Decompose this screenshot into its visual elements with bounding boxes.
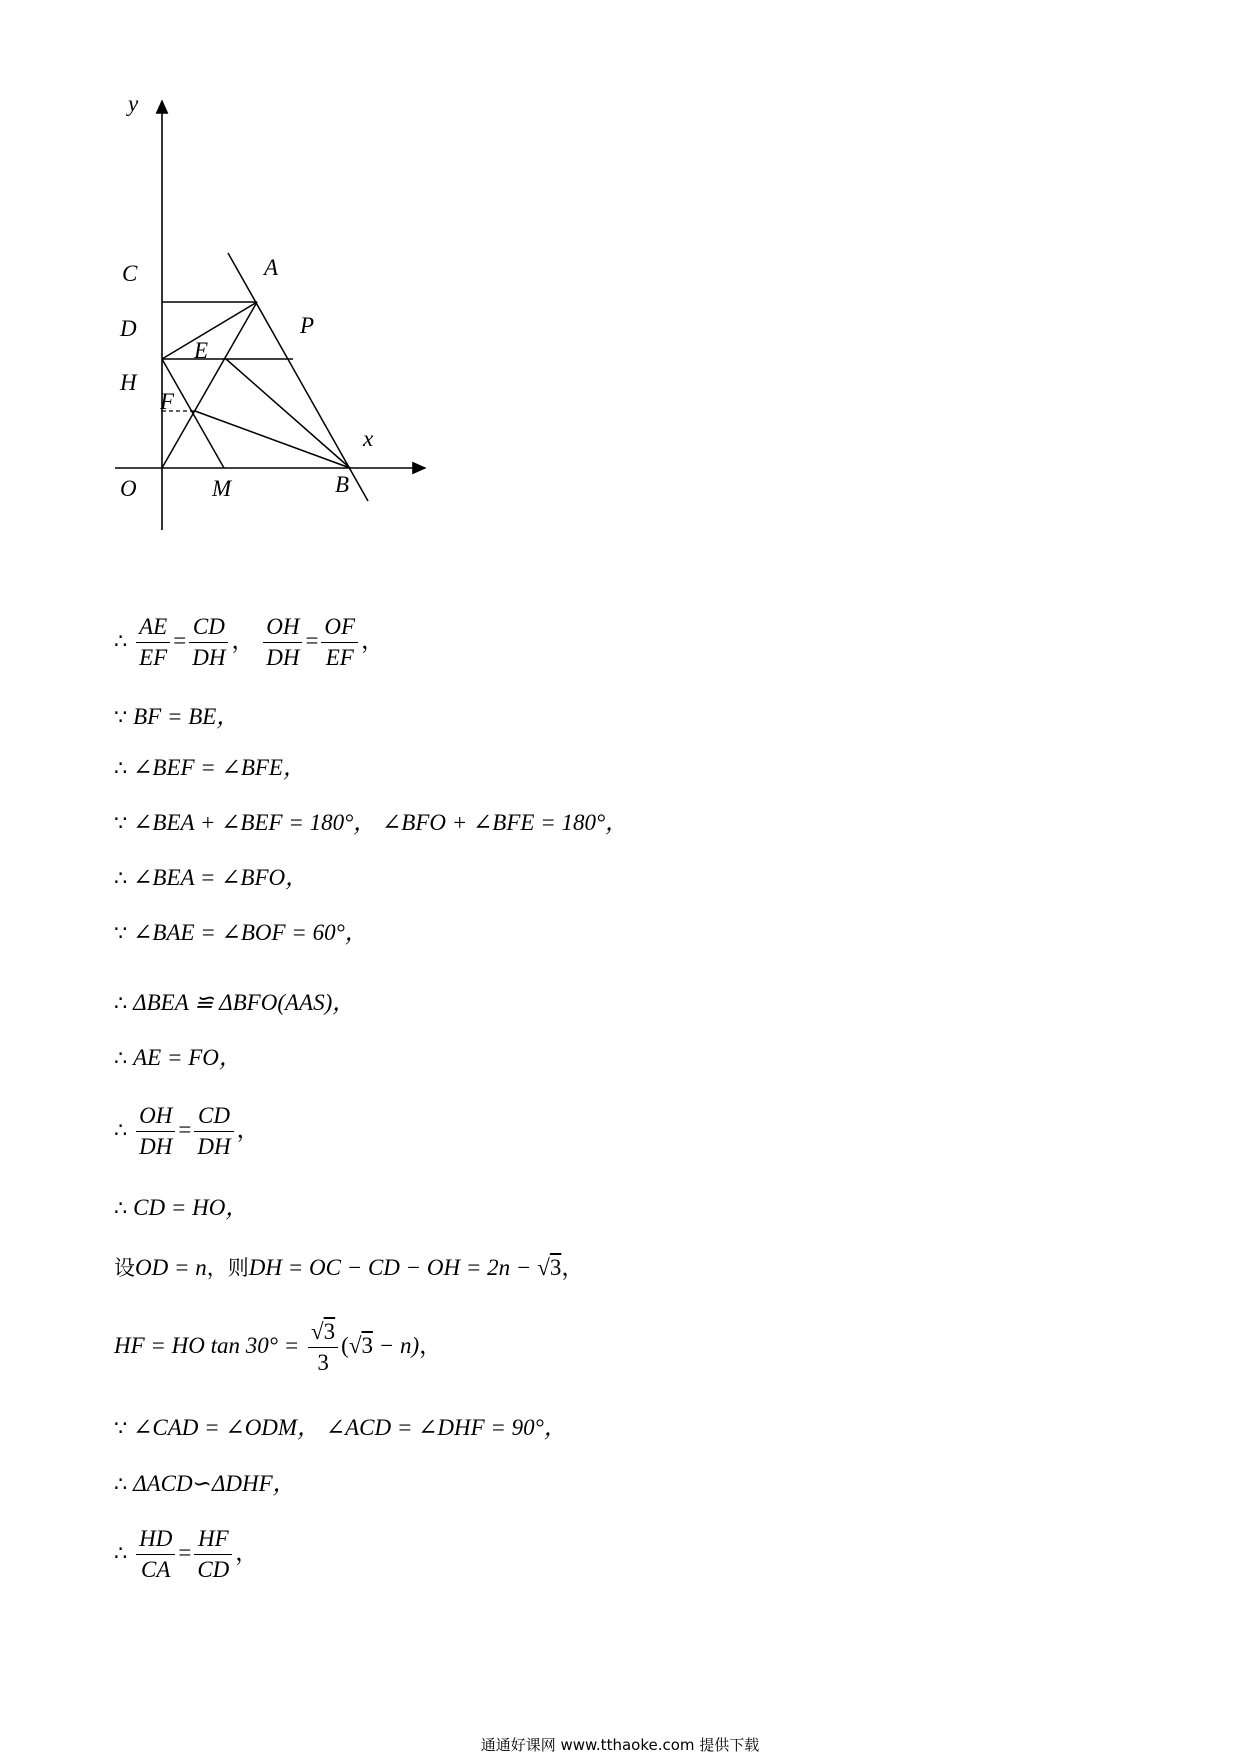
label-x: x <box>363 426 374 451</box>
page-footer: 通通好课网 www.tthaoke.com 提供下载 <box>480 1736 760 1754</box>
label-F: F <box>160 389 175 414</box>
step-2: ∵ BF = BE， <box>114 704 240 729</box>
label-H: H <box>120 370 137 395</box>
label-C: C <box>122 261 138 286</box>
step-14: ∴ ΔACD∽ΔDHF， <box>114 1471 296 1496</box>
step-8: ∴ AE = FO， <box>114 1045 242 1070</box>
label-D: D <box>120 316 137 341</box>
step-1: ∴ $\frac{AE}{EF}$ = $\frac{CD}{DH}$ ， $\frac{OH}{DH}$ = $\frac{OF}{EF}$ ， <box>114 614 385 670</box>
label-O: O <box>120 476 137 501</box>
label-M: M <box>212 476 232 501</box>
step-3: ∴ ∠BEF = ∠BFE， <box>114 755 306 780</box>
geometry-figure <box>110 95 530 555</box>
step-11: 设OD = n，则DH = OC − CD − OH = 2n − √3， <box>114 1255 585 1280</box>
label-B: B <box>335 472 350 497</box>
step-12: HF = HO tan 30° = $\frac{√3}{3}$ (√3 − n)， <box>114 1319 443 1375</box>
step-6: ∵ ∠BAE = ∠BOF = 60°， <box>114 920 368 945</box>
label-A: A <box>264 255 279 280</box>
label-y: y <box>128 95 139 116</box>
step-7: ∴ ΔBEA ≌ ΔBFO(AAS)， <box>114 990 356 1015</box>
step-15: ∴ $\frac{HD}{CA}$ = $\frac{HF}{CD}$ ， <box>114 1526 259 1582</box>
step-5: ∴ ∠BEA = ∠BFO， <box>114 865 309 890</box>
label-P: P <box>300 313 315 338</box>
figure-lines <box>162 253 368 501</box>
step-4: ∵ ∠BEA + ∠BEF = 180°， ∠BFO + ∠BFE = 180°， <box>114 810 629 835</box>
step-13: ∵ ∠CAD = ∠ODM， ∠ACD = ∠DHF = 90°， <box>114 1415 567 1440</box>
step-9: ∴ $\frac{OH}{DH}$ = $\frac{CD}{DH}$ ， <box>114 1103 260 1159</box>
step-10: ∴ CD = HO， <box>114 1195 249 1220</box>
label-E: E <box>194 338 209 363</box>
